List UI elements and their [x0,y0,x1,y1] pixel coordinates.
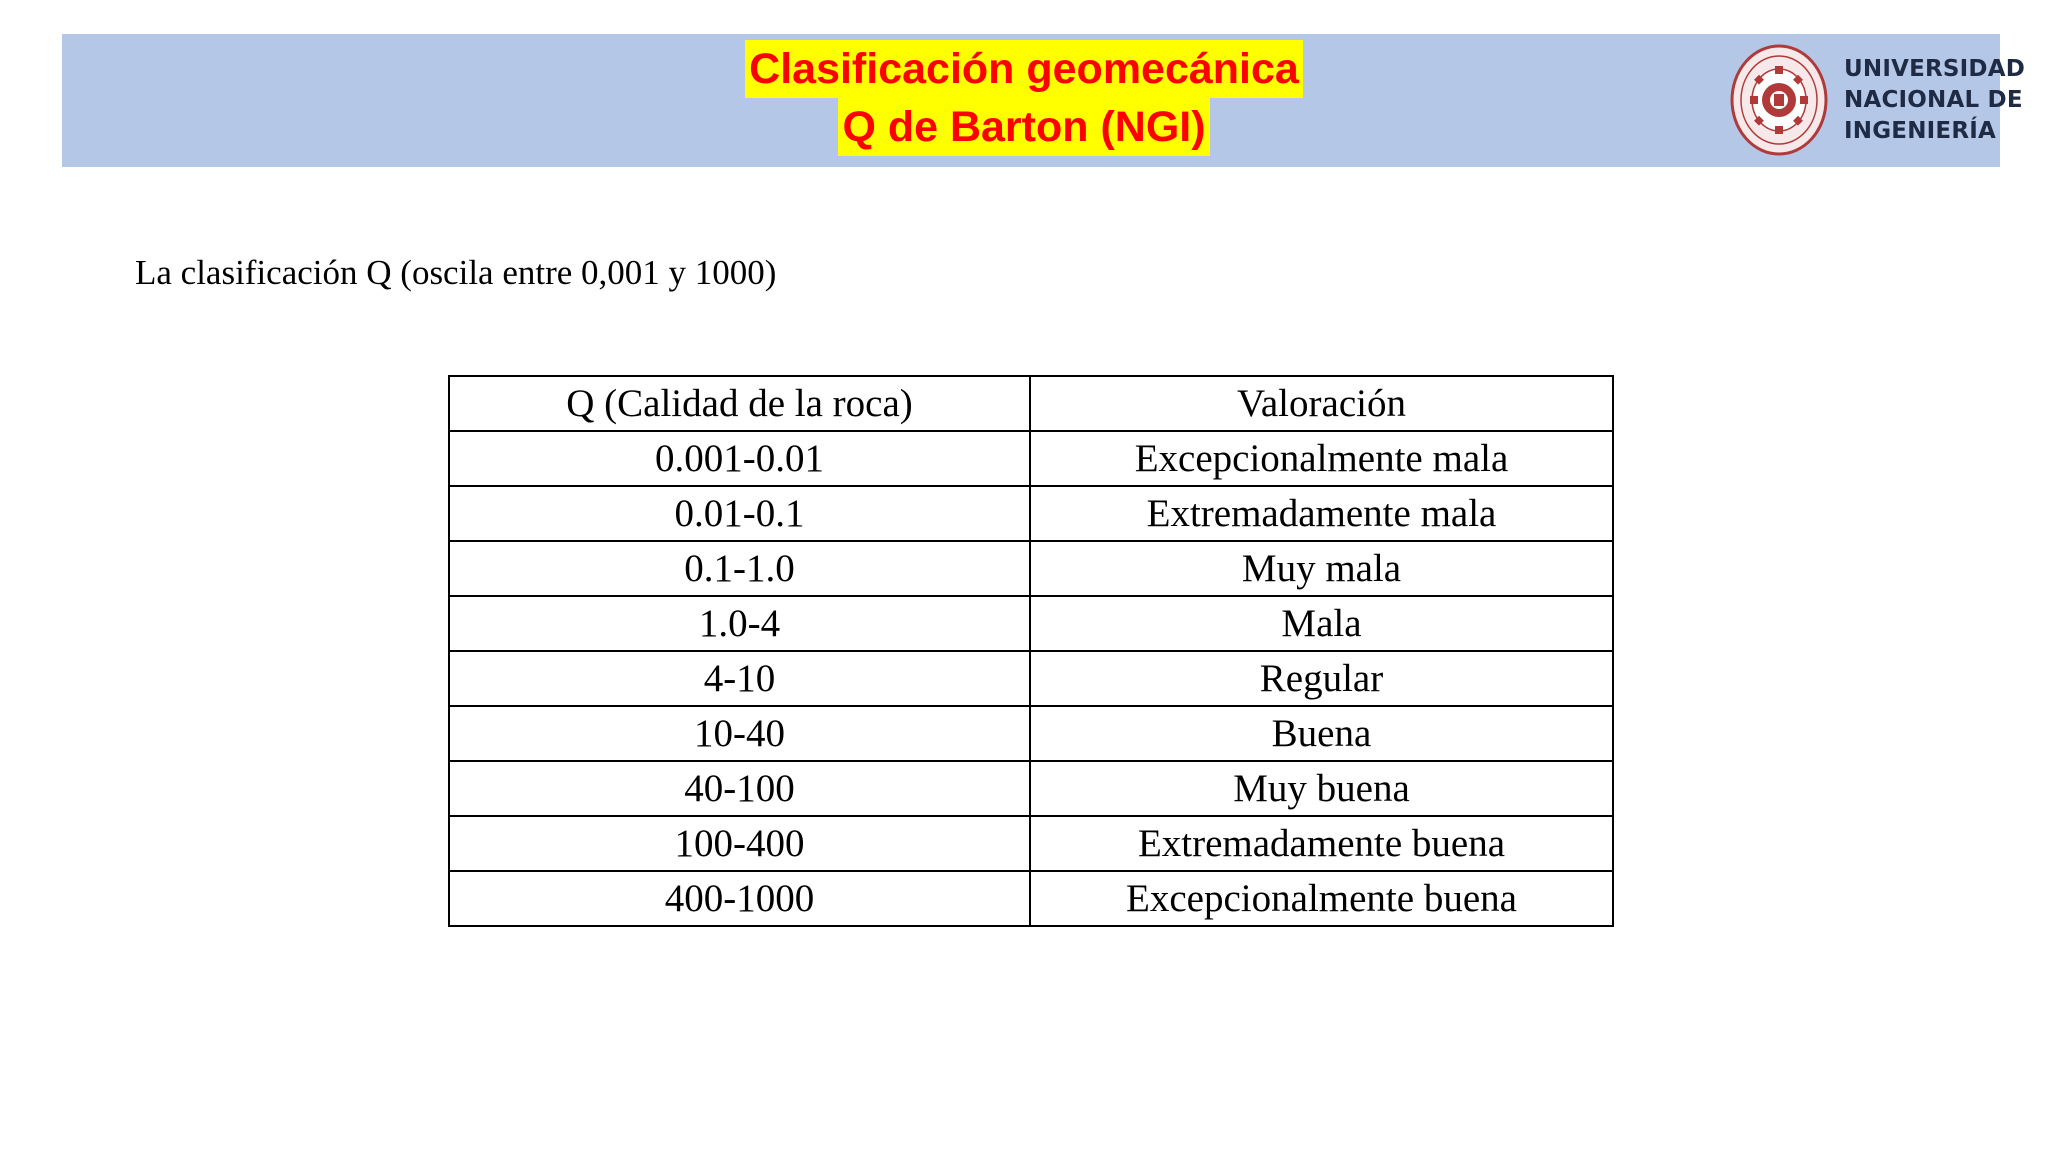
cell-rating: Muy buena [1030,761,1613,816]
cell-rating: Excepcionalmente buena [1030,871,1613,926]
table-row [449,761,1613,816]
table-row [449,486,1613,541]
table-row [449,541,1613,596]
cell-rating: Excepcionalmente mala [1030,431,1613,486]
cell-q-range: 10-40 [449,706,1030,761]
cell-q-range: 0.001-0.01 [449,431,1030,486]
cell-q-range: 400-1000 [449,871,1030,926]
table-row [449,596,1613,651]
intro-text: La clasificación Q (oscila entre 0,001 y 1000) [135,253,777,292]
cell-rating: Buena [1030,706,1613,761]
cell-rating: Regular [1030,651,1613,706]
cell-q-range: 100-400 [449,816,1030,871]
table-row [449,651,1613,706]
cell-q-range: 0.01-0.1 [449,486,1030,541]
university-seal-icon [1728,42,1830,158]
header-q: Q (Calidad de la roca) [449,376,1030,431]
cell-q-range: 40-100 [449,761,1030,816]
cell-q-range: 4-10 [449,651,1030,706]
table-row [449,871,1613,926]
table-row [449,706,1613,761]
table-header-row [449,376,1613,431]
university-name-line-1: UNIVERSIDAD [1844,56,2026,82]
university-name [1844,54,2025,147]
cell-rating: Extremadamente mala [1030,486,1613,541]
university-name-line-2: NACIONAL DE [1844,87,2023,113]
q-classification-table [448,375,1614,927]
table-row [449,816,1613,871]
cell-q-range: 1.0-4 [449,596,1030,651]
cell-q-range: 0.1-1.0 [449,541,1030,596]
university-logo [1728,38,2026,162]
cell-rating: Mala [1030,596,1613,651]
cell-rating: Muy mala [1030,541,1613,596]
table-row [449,431,1613,486]
cell-rating: Extremadamente buena [1030,816,1613,871]
header-valoracion: Valoración [1030,376,1613,431]
university-name-line-3: INGENIERÍA [1844,118,1996,144]
title-line-2: Q de Barton (NGI) [838,98,1209,156]
title-line-1: Clasificación geomecánica [745,40,1303,98]
